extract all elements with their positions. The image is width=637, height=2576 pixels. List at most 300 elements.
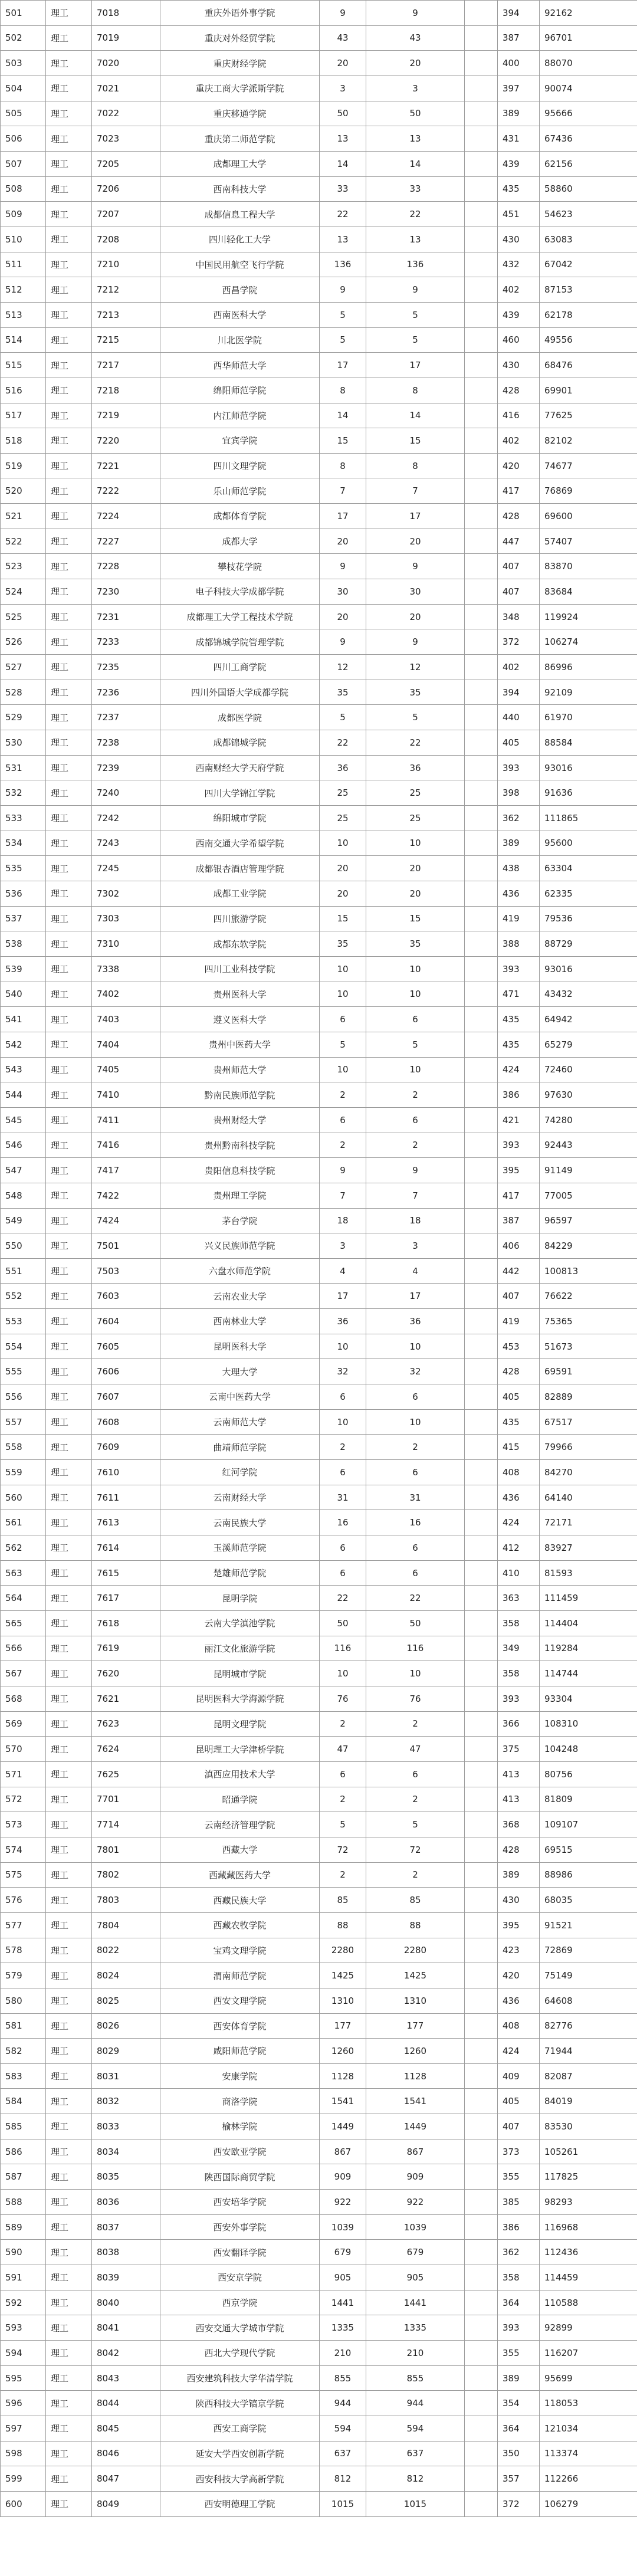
min-score-cell: 409 <box>498 2063 540 2089</box>
school-code-cell: 7219 <box>92 403 160 428</box>
planned-count-cell: 1128 <box>320 2063 366 2089</box>
min-score-cell: 431 <box>498 126 540 152</box>
min-score-cell: 408 <box>498 1460 540 1485</box>
blank-cell-cell <box>465 1912 498 1938</box>
school-code-cell: 7620 <box>92 1661 160 1686</box>
school-name-cell: 西南交通大学希望学院 <box>160 831 320 856</box>
min-score-cell: 430 <box>498 353 540 378</box>
planned-count-cell: 10 <box>320 831 366 856</box>
enrolled-count-cell: 25 <box>366 780 465 806</box>
table-row <box>1 1309 637 1334</box>
row-number-cell: 507 <box>1 151 46 176</box>
row-number-cell: 588 <box>1 2190 46 2215</box>
planned-count-cell: 35 <box>320 931 366 957</box>
school-code-cell: 7217 <box>92 353 160 378</box>
blank-cell-cell <box>465 1384 498 1410</box>
subject-type-cell: 理工 <box>46 1233 92 1259</box>
subject-type-cell: 理工 <box>46 2416 92 2442</box>
subject-type-cell: 理工 <box>46 2315 92 2341</box>
subject-type-cell: 理工 <box>46 730 92 756</box>
table-row <box>1 2114 637 2139</box>
row-number-cell: 552 <box>1 1284 46 1309</box>
school-code-cell: 7605 <box>92 1334 160 1359</box>
planned-count-cell: 2 <box>320 1435 366 1460</box>
enrolled-count-cell: 10 <box>366 1661 465 1686</box>
min-rank-cell: 76622 <box>540 1284 637 1309</box>
school-code-cell: 7405 <box>92 1057 160 1082</box>
table-row <box>1 2265 637 2290</box>
enrolled-count-cell: 1039 <box>366 2214 465 2240</box>
school-name-cell: 大理大学 <box>160 1359 320 1384</box>
min-score-cell: 405 <box>498 730 540 756</box>
school-code-cell: 8043 <box>92 2365 160 2391</box>
blank-cell-cell <box>465 76 498 101</box>
row-number-cell: 528 <box>1 680 46 705</box>
row-number-cell: 600 <box>1 2491 46 2516</box>
subject-type-cell: 理工 <box>46 2139 92 2164</box>
school-name-cell: 四川外国语大学成都学院 <box>160 680 320 705</box>
planned-count-cell: 15 <box>320 428 366 454</box>
table-row <box>1 831 637 856</box>
min-score-cell: 393 <box>498 956 540 982</box>
table-row <box>1 2013 637 2039</box>
planned-count-cell: 20 <box>320 881 366 906</box>
row-number-cell: 508 <box>1 176 46 202</box>
blank-cell-cell <box>465 680 498 705</box>
min-score-cell: 453 <box>498 1334 540 1359</box>
enrolled-count-cell: 3 <box>366 1233 465 1259</box>
school-code-cell: 8041 <box>92 2315 160 2341</box>
min-rank-cell: 63083 <box>540 227 637 252</box>
enrolled-count-cell: 10 <box>366 956 465 982</box>
school-name-cell: 西藏藏医药大学 <box>160 1862 320 1888</box>
min-rank-cell: 88729 <box>540 931 637 957</box>
enrolled-count-cell: 1015 <box>366 2491 465 2516</box>
table-row <box>1 2164 637 2190</box>
min-score-cell: 407 <box>498 579 540 605</box>
table-row <box>1 1586 637 1611</box>
row-number-cell: 517 <box>1 403 46 428</box>
school-code-cell: 7213 <box>92 302 160 327</box>
min-score-cell: 442 <box>498 1258 540 1284</box>
min-score-cell: 393 <box>498 1686 540 1711</box>
subject-type-cell: 理工 <box>46 1963 92 1988</box>
subject-type-cell: 理工 <box>46 1007 92 1032</box>
subject-type-cell: 理工 <box>46 2164 92 2190</box>
enrolled-count-cell: 7 <box>366 478 465 504</box>
row-number-cell: 599 <box>1 2466 46 2492</box>
row-number-cell: 584 <box>1 2089 46 2114</box>
school-name-cell: 滇西应用技术大学 <box>160 1761 320 1787</box>
min-rank-cell: 100813 <box>540 1258 637 1284</box>
enrolled-count-cell: 20 <box>366 51 465 76</box>
row-number-cell: 553 <box>1 1309 46 1334</box>
enrolled-count-cell: 22 <box>366 202 465 227</box>
min-rank-cell: 69591 <box>540 1359 637 1384</box>
table-row <box>1 655 637 680</box>
min-score-cell: 407 <box>498 554 540 579</box>
row-number-cell: 593 <box>1 2315 46 2341</box>
subject-type-cell: 理工 <box>46 2039 92 2064</box>
min-score-cell: 435 <box>498 176 540 202</box>
school-code-cell: 7227 <box>92 529 160 554</box>
subject-type-cell: 理工 <box>46 856 92 881</box>
enrolled-count-cell: 50 <box>366 101 465 126</box>
table-row <box>1 1032 637 1057</box>
school-code-cell: 7606 <box>92 1359 160 1384</box>
enrolled-count-cell: 25 <box>366 806 465 831</box>
min-rank-cell: 111865 <box>540 806 637 831</box>
blank-cell-cell <box>465 1158 498 1183</box>
enrolled-count-cell: 72 <box>366 1837 465 1862</box>
school-code-cell: 8032 <box>92 2089 160 2114</box>
enrolled-count-cell: 905 <box>366 2265 465 2290</box>
min-score-cell: 439 <box>498 302 540 327</box>
subject-type-cell: 理工 <box>46 2391 92 2416</box>
planned-count-cell: 1039 <box>320 2214 366 2240</box>
school-name-cell: 黔南民族师范学院 <box>160 1082 320 1108</box>
school-code-cell: 8039 <box>92 2265 160 2290</box>
planned-count-cell: 177 <box>320 2013 366 2039</box>
school-name-cell: 贵阳信息科技学院 <box>160 1158 320 1183</box>
school-name-cell: 成都锦城学院管理学院 <box>160 629 320 655</box>
enrolled-count-cell: 2 <box>366 1133 465 1158</box>
planned-count-cell: 43 <box>320 25 366 51</box>
blank-cell-cell <box>465 2341 498 2366</box>
enrolled-count-cell: 8 <box>366 378 465 403</box>
min-score-cell: 395 <box>498 1158 540 1183</box>
enrolled-count-cell: 14 <box>366 151 465 176</box>
school-code-cell: 7404 <box>92 1032 160 1057</box>
table-row <box>1 780 637 806</box>
planned-count-cell: 944 <box>320 2391 366 2416</box>
school-name-cell: 重庆对外经贸学院 <box>160 25 320 51</box>
row-number-cell: 545 <box>1 1107 46 1133</box>
school-code-cell: 7215 <box>92 327 160 353</box>
planned-count-cell: 1335 <box>320 2315 366 2341</box>
subject-type-cell: 理工 <box>46 176 92 202</box>
table-row <box>1 2491 637 2516</box>
min-rank-cell: 72171 <box>540 1510 637 1535</box>
enrolled-count-cell: 32 <box>366 1359 465 1384</box>
school-name-cell: 西昌学院 <box>160 277 320 303</box>
school-code-cell: 8026 <box>92 2013 160 2039</box>
min-rank-cell: 93016 <box>540 755 637 780</box>
subject-type-cell: 理工 <box>46 1586 92 1611</box>
planned-count-cell: 1441 <box>320 2290 366 2315</box>
blank-cell-cell <box>465 906 498 931</box>
subject-type-cell: 理工 <box>46 378 92 403</box>
subject-type-cell: 理工 <box>46 604 92 629</box>
row-number-cell: 543 <box>1 1057 46 1082</box>
table-row <box>1 1912 637 1938</box>
row-number-cell: 567 <box>1 1661 46 1686</box>
min-score-cell: 430 <box>498 1888 540 1913</box>
school-code-cell: 8033 <box>92 2114 160 2139</box>
table-row <box>1 1888 637 1913</box>
school-name-cell: 西安明德理工学院 <box>160 2491 320 2516</box>
planned-count-cell: 5 <box>320 327 366 353</box>
min-rank-cell: 88070 <box>540 51 637 76</box>
planned-count-cell: 17 <box>320 504 366 529</box>
row-number-cell: 555 <box>1 1359 46 1384</box>
subject-type-cell: 理工 <box>46 1309 92 1334</box>
min-score-cell: 435 <box>498 1007 540 1032</box>
row-number-cell: 568 <box>1 1686 46 1711</box>
row-number-cell: 550 <box>1 1233 46 1259</box>
school-name-cell: 商洛学院 <box>160 2089 320 2114</box>
planned-count-cell: 20 <box>320 856 366 881</box>
enrolled-count-cell: 5 <box>366 1812 465 1837</box>
table-row <box>1 1711 637 1737</box>
min-rank-cell: 76869 <box>540 478 637 504</box>
school-code-cell: 8037 <box>92 2214 160 2240</box>
table-row <box>1 1233 637 1259</box>
enrolled-count-cell: 47 <box>366 1737 465 1762</box>
subject-type-cell: 理工 <box>46 1158 92 1183</box>
min-rank-cell: 121034 <box>540 2416 637 2442</box>
min-score-cell: 410 <box>498 1560 540 1586</box>
planned-count-cell: 13 <box>320 126 366 152</box>
enrolled-count-cell: 13 <box>366 227 465 252</box>
planned-count-cell: 25 <box>320 806 366 831</box>
school-name-cell: 绵阳城市学院 <box>160 806 320 831</box>
planned-count-cell: 812 <box>320 2466 366 2492</box>
blank-cell-cell <box>465 1837 498 1862</box>
min-score-cell: 362 <box>498 806 540 831</box>
enrolled-count-cell: 2 <box>366 1711 465 1737</box>
planned-count-cell: 16 <box>320 1510 366 1535</box>
subject-type-cell: 理工 <box>46 1535 92 1561</box>
table-row <box>1 2190 637 2215</box>
school-code-cell: 7614 <box>92 1535 160 1561</box>
table-row <box>1 1938 637 1963</box>
min-rank-cell: 77005 <box>540 1183 637 1208</box>
row-number-cell: 595 <box>1 2365 46 2391</box>
planned-count-cell: 10 <box>320 1661 366 1686</box>
enrolled-count-cell: 867 <box>366 2139 465 2164</box>
row-number-cell: 596 <box>1 2391 46 2416</box>
blank-cell-cell <box>465 956 498 982</box>
min-rank-cell: 95666 <box>540 101 637 126</box>
school-code-cell: 7402 <box>92 982 160 1007</box>
table-row <box>1 1661 637 1686</box>
row-number-cell: 534 <box>1 831 46 856</box>
enrolled-count-cell: 35 <box>366 680 465 705</box>
row-number-cell: 514 <box>1 327 46 353</box>
subject-type-cell: 理工 <box>46 906 92 931</box>
blank-cell-cell <box>465 126 498 152</box>
table-row <box>1 504 637 529</box>
school-code-cell: 8031 <box>92 2063 160 2089</box>
enrolled-count-cell: 1441 <box>366 2290 465 2315</box>
row-number-cell: 526 <box>1 629 46 655</box>
min-rank-cell: 93016 <box>540 956 637 982</box>
table-row <box>1 755 637 780</box>
enrolled-count-cell: 10 <box>366 1057 465 1082</box>
blank-cell-cell <box>465 1611 498 1636</box>
subject-type-cell: 理工 <box>46 2063 92 2089</box>
subject-type-cell: 理工 <box>46 1837 92 1862</box>
subject-type-cell: 理工 <box>46 151 92 176</box>
planned-count-cell: 33 <box>320 176 366 202</box>
planned-count-cell: 2 <box>320 1862 366 1888</box>
subject-type-cell: 理工 <box>46 1334 92 1359</box>
subject-type-cell: 理工 <box>46 1787 92 1812</box>
table-row <box>1 2365 637 2391</box>
min-score-cell: 440 <box>498 705 540 730</box>
blank-cell-cell <box>465 831 498 856</box>
school-name-cell: 榆林学院 <box>160 2114 320 2139</box>
blank-cell-cell <box>465 1007 498 1032</box>
min-score-cell: 447 <box>498 529 540 554</box>
school-code-cell: 7020 <box>92 51 160 76</box>
table-row <box>1 2240 637 2265</box>
school-code-cell: 7802 <box>92 1862 160 1888</box>
min-rank-cell: 96597 <box>540 1208 637 1233</box>
min-rank-cell: 114459 <box>540 2265 637 2290</box>
school-code-cell: 7617 <box>92 1586 160 1611</box>
school-name-cell: 贵州师范大学 <box>160 1057 320 1082</box>
row-number-cell: 512 <box>1 277 46 303</box>
min-rank-cell: 67436 <box>540 126 637 152</box>
min-score-cell: 419 <box>498 906 540 931</box>
blank-cell-cell <box>465 2063 498 2089</box>
school-code-cell: 7604 <box>92 1309 160 1334</box>
table-row <box>1 2290 637 2315</box>
enrolled-count-cell: 3 <box>366 76 465 101</box>
table-row <box>1 403 637 428</box>
table-row <box>1 2341 637 2366</box>
enrolled-count-cell: 6 <box>366 1007 465 1032</box>
row-number-cell: 591 <box>1 2265 46 2290</box>
blank-cell-cell <box>465 2013 498 2039</box>
school-name-cell: 云南师范大学 <box>160 1409 320 1435</box>
school-name-cell: 四川文理学院 <box>160 453 320 478</box>
row-number-cell: 510 <box>1 227 46 252</box>
min-rank-cell: 104248 <box>540 1737 637 1762</box>
enrolled-count-cell: 2280 <box>366 1938 465 1963</box>
blank-cell-cell <box>465 353 498 378</box>
table-row <box>1 2089 637 2114</box>
min-rank-cell: 93304 <box>540 1686 637 1711</box>
subject-type-cell: 理工 <box>46 2441 92 2466</box>
table-row <box>1 1284 637 1309</box>
min-rank-cell: 118053 <box>540 2391 637 2416</box>
school-name-cell: 绵阳师范学院 <box>160 378 320 403</box>
blank-cell-cell <box>465 176 498 202</box>
school-name-cell: 陕西国际商贸学院 <box>160 2164 320 2190</box>
min-rank-cell: 63304 <box>540 856 637 881</box>
school-code-cell: 7233 <box>92 629 160 655</box>
min-rank-cell: 84270 <box>540 1460 637 1485</box>
min-rank-cell: 112266 <box>540 2466 637 2492</box>
row-number-cell: 537 <box>1 906 46 931</box>
planned-count-cell: 6 <box>320 1007 366 1032</box>
subject-type-cell: 理工 <box>46 1460 92 1485</box>
school-code-cell: 8036 <box>92 2190 160 2215</box>
table-row <box>1 1636 637 1661</box>
row-number-cell: 536 <box>1 881 46 906</box>
min-score-cell: 354 <box>498 2391 540 2416</box>
row-number-cell: 506 <box>1 126 46 152</box>
school-code-cell: 7231 <box>92 604 160 629</box>
enrolled-count-cell: 15 <box>366 428 465 454</box>
enrolled-count-cell: 17 <box>366 353 465 378</box>
table-row <box>1 76 637 101</box>
min-rank-cell: 62156 <box>540 151 637 176</box>
min-rank-cell: 72869 <box>540 1938 637 1963</box>
school-code-cell: 7410 <box>92 1082 160 1108</box>
row-number-cell: 519 <box>1 453 46 478</box>
subject-type-cell: 理工 <box>46 831 92 856</box>
planned-count-cell: 50 <box>320 1611 366 1636</box>
school-name-cell: 西南财经大学天府学院 <box>160 755 320 780</box>
school-code-cell: 7023 <box>92 126 160 152</box>
subject-type-cell: 理工 <box>46 1737 92 1762</box>
school-code-cell: 8044 <box>92 2391 160 2416</box>
min-rank-cell: 82776 <box>540 2013 637 2039</box>
table-row <box>1 1158 637 1183</box>
planned-count-cell: 10 <box>320 1057 366 1082</box>
min-score-cell: 358 <box>498 1661 540 1686</box>
min-score-cell: 412 <box>498 1535 540 1561</box>
row-number-cell: 575 <box>1 1862 46 1888</box>
school-code-cell: 7613 <box>92 1510 160 1535</box>
subject-type-cell: 理工 <box>46 1661 92 1686</box>
table-row <box>1 956 637 982</box>
row-number-cell: 570 <box>1 1737 46 1762</box>
table-row <box>1 353 637 378</box>
school-name-cell: 四川轻化工大学 <box>160 227 320 252</box>
enrolled-count-cell: 855 <box>366 2365 465 2391</box>
row-number-cell: 557 <box>1 1409 46 1435</box>
table-row <box>1 252 637 277</box>
enrolled-count-cell: 5 <box>366 705 465 730</box>
row-number-cell: 577 <box>1 1912 46 1938</box>
planned-count-cell: 1541 <box>320 2089 366 2114</box>
table-row <box>1 629 637 655</box>
subject-type-cell: 理工 <box>46 931 92 957</box>
school-code-cell: 8024 <box>92 1963 160 1988</box>
min-rank-cell: 98293 <box>540 2190 637 2215</box>
blank-cell-cell <box>465 2190 498 2215</box>
school-name-cell: 昆明学院 <box>160 1586 320 1611</box>
table-row <box>1 1258 637 1284</box>
subject-type-cell: 理工 <box>46 1409 92 1435</box>
blank-cell-cell <box>465 1359 498 1384</box>
row-number-cell: 576 <box>1 1888 46 1913</box>
min-rank-cell: 75365 <box>540 1309 637 1334</box>
blank-cell-cell <box>465 2365 498 2391</box>
planned-count-cell: 594 <box>320 2416 366 2442</box>
planned-count-cell: 5 <box>320 302 366 327</box>
school-name-cell: 西藏大学 <box>160 1837 320 1862</box>
table-row <box>1 982 637 1007</box>
planned-count-cell: 20 <box>320 529 366 554</box>
table-row <box>1 1787 637 1812</box>
enrolled-count-cell: 6 <box>366 1535 465 1561</box>
subject-type-cell: 理工 <box>46 1 92 26</box>
blank-cell-cell <box>465 478 498 504</box>
row-number-cell: 548 <box>1 1183 46 1208</box>
planned-count-cell: 47 <box>320 1737 366 1762</box>
school-name-cell: 贵州医科大学 <box>160 982 320 1007</box>
min-score-cell: 402 <box>498 655 540 680</box>
blank-cell-cell <box>465 931 498 957</box>
min-score-cell: 350 <box>498 2441 540 2466</box>
planned-count-cell: 12 <box>320 655 366 680</box>
